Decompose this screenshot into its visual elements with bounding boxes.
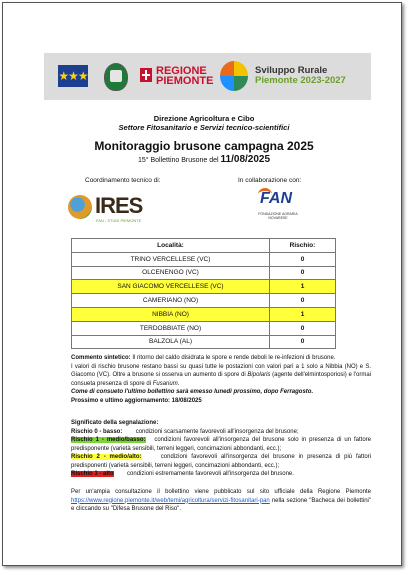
location-cell: OLCENENGO (VC): [72, 266, 270, 280]
risk-cell: 1: [270, 280, 336, 294]
commento-text-3: Come di consueto l'ultimo bollettino sarà emesso lunedì prossimo, dopo Ferragosto.: [71, 389, 314, 395]
bollettino-prefix: 15° Bollettino Brusone del: [137, 157, 219, 164]
table-row: [72, 294, 336, 308]
page-title: Monitoraggio brusone campagna 2025: [94, 139, 314, 153]
commento-text-2c: (agente dell'elmintosporiosi) e l'ormai consueta presenza di spore di: [71, 372, 371, 387]
rischio-2-text: condizioni favorevoli all'insorgenza del brusone in presenza di più fattori predisponenti (varietà sensibili, terreni leggeri, concimazioni abbondanti, ecc.);: [71, 454, 371, 469]
header-rischio: Rischio:: [270, 239, 336, 253]
sviluppo-rurale-logo: [255, 66, 346, 86]
piemonte-text: PIEMONTE: [156, 75, 214, 87]
commento-p2: [71, 363, 371, 389]
collaborazione-label: In collaborazione con:: [238, 177, 302, 184]
settore-heading: Settore Fitosanitario e Servizi tecnico-scientifici: [118, 123, 290, 132]
significato-section: [71, 419, 371, 479]
rischio-0-row: [71, 428, 371, 437]
table-row: [72, 335, 336, 349]
rischio-2-label: Rischio 2 - medio/alto:: [71, 454, 142, 460]
eu-flag-icon: ★★★: [58, 65, 88, 87]
commento-p1: [71, 354, 371, 363]
risk-cell: 0: [270, 252, 336, 266]
risk-cell: 0: [270, 335, 336, 349]
risk-table: [71, 238, 336, 349]
table-row: [72, 307, 336, 321]
direzione-heading: Direzione Agricoltura e Cibo: [153, 114, 255, 123]
regione-piemonte-cross-icon: [140, 68, 152, 82]
ires-logo: [68, 193, 146, 225]
rischio-3-text: condizioni estremamente favorevoli all'insorgenza del brusone.: [127, 471, 294, 477]
bollettino-line: [0, 154, 408, 165]
rischio-0-label: Rischio 0 - basso:: [71, 428, 123, 435]
fan-logo-text: FAN: [260, 190, 292, 207]
rischio-0-text: condizioni scarsamente favorevoli all'insorgenza del brusone;: [135, 428, 299, 435]
significato-title: Significato della segnalazione:: [71, 420, 159, 426]
rischio-3-label: Rischio 3 - alto: [71, 471, 114, 477]
regione-piemonte-logo: [156, 66, 213, 86]
footer-text-2: nella sezione "Bacheca dei bollettini" e cliccando su "Difesa Brusone del Riso".: [71, 497, 371, 512]
location-cell: CAMERIANO (NO): [72, 294, 270, 308]
commento-section: [71, 354, 371, 405]
risk-table-header-row: [72, 239, 336, 253]
fan-logo-subtext: FONDAZIONE AGRARIA NOVARESE: [258, 212, 298, 220]
sviluppo-rurale-years: Piemonte 2023-2027: [255, 75, 346, 86]
location-cell: TERDOBBIATE (NO): [72, 321, 270, 335]
commento-bipolaris: Bipolaris: [247, 372, 271, 378]
commento-p4: [71, 397, 371, 406]
bollettino-date: 11/08/2025: [220, 154, 271, 165]
risk-cell: 0: [270, 294, 336, 308]
rischio-1-row: [71, 436, 371, 453]
location-cell: NIBBIA (NO): [72, 307, 270, 321]
header-banner: [44, 53, 371, 100]
rischio-3-row: [71, 470, 371, 479]
commento-text-1: Il ritorno del caldo disidrata le spore e rende deboli le re-infezioni di brusone.: [132, 355, 336, 361]
risk-cell: 0: [270, 321, 336, 335]
sviluppo-rurale-text: Sviluppo Rurale: [255, 65, 328, 76]
table-row: [72, 252, 336, 266]
risk-cell: 1: [270, 307, 336, 321]
location-cell: TRINO VERCELLESE (VC): [72, 252, 270, 266]
location-cell: SAN GIACOMO VERCELLESE (VC): [72, 280, 270, 294]
footer-text-1: Per un'ampia consultazione il bollettino viene pubblicato sul sito ufficiale della Regione Piemonte: [71, 489, 371, 495]
table-row: [72, 266, 336, 280]
commento-text-2a: I valori di rischio brusone restano bassi su quasi tutte le postazioni con valori pari a 1 solo a Nibbia (NO) e S. Giacomo (VC). Oltre a brusone si osserva un aumento di spore di: [71, 363, 371, 378]
ires-logo-text: IRES: [95, 193, 143, 218]
coordinamento-label: Coordinamento tecnico di:: [85, 177, 161, 184]
regione-piemonte-link[interactable]: https://www.regione.piemonte.it/web/temi/agricoltura/servizi-fitosanitari-pan: [71, 497, 270, 504]
table-row: [72, 280, 336, 294]
regione-text: REGIONE: [156, 65, 207, 77]
commento-label: Commento sintetico:: [71, 355, 131, 361]
commento-p3: [71, 388, 371, 397]
prossimo-aggiornamento: Prossimo e ultimo aggiornamento: 18/08/2025: [71, 397, 202, 404]
sviluppo-rurale-logo-icon: [220, 61, 248, 91]
header-localita: Località:: [72, 239, 270, 253]
commento-fusarium: Fusarium: [152, 380, 178, 387]
rischio-1-text: condizioni favorevoli all'insorgenza del brusone solo in presenza di un fattore predisponente (varietà sensibili, terreni leggeri, concimazioni abbondanti, ecc.);: [71, 437, 371, 452]
significato-title-row: [71, 419, 371, 428]
footer-section: [71, 488, 371, 514]
ires-drop-icon: [68, 195, 92, 219]
footer-paragraph: [71, 488, 371, 514]
italian-republic-emblem-icon: [104, 63, 128, 91]
location-cell: BALZOLA (AL): [72, 335, 270, 349]
risk-cell: 0: [270, 266, 336, 280]
rischio-2-row: [71, 453, 371, 470]
rischio-1-label: Rischio 1 - medio/basso:: [71, 437, 146, 443]
table-row: [72, 321, 336, 335]
ires-logo-subtext: FAN - STUDI PIEMONTE: [96, 218, 142, 223]
fan-logo: [258, 188, 296, 226]
commento-text-2e: .: [177, 380, 180, 387]
